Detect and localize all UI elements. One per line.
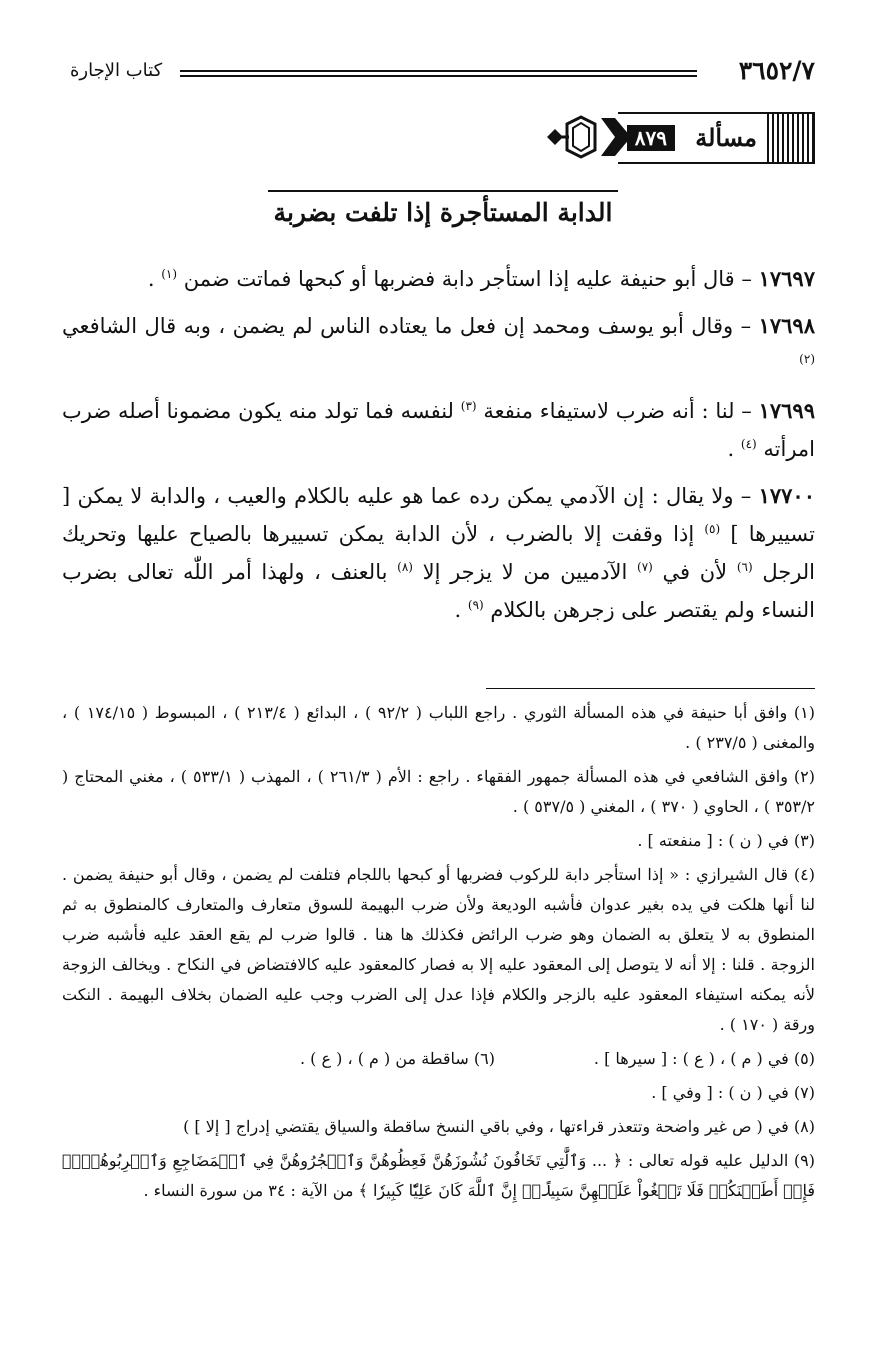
header-double-rule [180, 70, 697, 77]
footnote-6: (٦) ساقطة من ( م ) ، ( ع ) . [300, 1049, 495, 1068]
footnote-8: (٨) في ( ص غير واضحة وتتعذر قراءتها ، وفي باقي النسخ ساقطة والسياق يقتضي إدراج [ إلا ] ) [183, 1117, 815, 1136]
footnote-row-5-6 [62, 1044, 815, 1074]
footnote-1: (١) وافق أبا حنيفة في هذه المسألة الثوري . راجع اللباب ( ٩٢/٢ ) ، البدائع ( ٢١٣/٤ ) ، المبسوط ( ١٧٤/١٥ ) ، والمغنى ( ٢٣٧/٥ ) . [62, 703, 816, 752]
paragraph-text: إذا وقفت إلا بالضرب ، لأن الدابة يمكن تسييرها بالصياح عليها وتحريك الرجل [62, 522, 816, 584]
page-title: الدابة المستأجرة إذا تلفت بضربة [273, 198, 613, 227]
paragraph-text: . [147, 267, 155, 291]
paragraph-17697 [62, 260, 815, 298]
paragraph-text: . [727, 437, 735, 461]
footnote-ref: (٨) [397, 560, 413, 574]
issue-number: ٨٧٩ [627, 125, 675, 151]
issue-banner-frame [618, 112, 815, 164]
footnote-ref: (٧) [637, 560, 653, 574]
footnote-9: (٩) الدليل عليه قوله تعالى : ﴿ ... وَٱلَّٰتِي تَخَافُونَ نُشُوزَهُنَّ فَعِظُوهُنَّ وَٱهۡجُرُوهُنَّ فِي ٱلۡمَضَاجِعِ وَٱضۡرِبُوهُنَّۖ فَإِنۡ أَطَعۡنَكُمۡ فَلَا تَبۡغُواْ عَلَيۡهِنَّ سَبِيلًاۗ إِنَّ ٱللَّهَ كَانَ عَلِيّٗا كَبِيرٗا ﴾ من الآية : ٣٤ من سورة النساء . [62, 1151, 815, 1200]
footnote-5: (٥) في ( م ) ، ( ع ) : [ سيرها ] . [593, 1049, 815, 1068]
paragraph-17698 [62, 307, 815, 383]
paragraph-text: – وقال أبو يوسف ومحمد إن فعل ما يعتاده الناس لم يضمن ، وبه قال الشافعي [62, 314, 752, 338]
running-header [70, 56, 815, 90]
footnote-3: (٣) في ( ن ) : [ منفعته ] . [637, 831, 815, 850]
title-rule [268, 190, 618, 192]
paragraph-number: ١٧٦٩٨ [758, 313, 815, 338]
footnote-ref: (٦) [736, 560, 753, 574]
footnote-ref: (٩) [467, 598, 484, 612]
footnote-ref: (١) [161, 267, 178, 281]
paragraph-17699 [62, 392, 815, 468]
footnote-separator [486, 688, 815, 689]
paragraph-text: الآدميين من لا يزجر إلا [422, 560, 628, 584]
striped-bar-ornament [767, 114, 813, 162]
issue-label: مسألة [695, 123, 757, 152]
footnote-4: (٤) قال الشيرازي : « إذا استأجر دابة للركوب فضربها أو كبحها باللجام فتلفت لم يضمن ، وقال أبو حنيفة يضمن . لنا أنها هلكت في يده بغير عدوان فأشبه الوديعة ولأن ضرب البهيمة للسوق متعارف والمتعارف كالمنطوق به ثم المنطوق به لا يتعلق به الضمان وهو ضرب الرائض فكذلك ها هنا . قالوا ضرب لم يقع العقد عليه فأشبه ضرب الزوجة . قلنا : إلا أنه لا يتوصل إلى المعقود عليه إلا به فصار كالمعقود عليه كالافتضاض في النكاح . ويخالف الزوجة لأنه يمكنه استيفاء المعقود عليه بالزجر والكلام فإذا عدل إلى الضرب وجب عليه الضمان بخلاف البهيمة . النكت ورقة ( ١٧٠ ) . [62, 865, 816, 1034]
footnote-ref: (٥) [704, 522, 721, 536]
footnote-7: (٧) في ( ن ) : [ وفي ] . [651, 1083, 815, 1102]
paragraph-text: . [454, 598, 462, 622]
paragraph-number: ١٧٦٩٩ [758, 398, 815, 423]
paragraph-text: – لنا : أنه ضرب لاستيفاء منفعة [483, 399, 752, 423]
paragraph-17700 [62, 477, 815, 629]
paragraph-number: ١٧٧٠٠ [758, 483, 815, 508]
paragraph-text: – قال أبو حنيفة عليه إذا استأجر دابة فضربها أو كبحها فماتت ضمن [183, 267, 752, 291]
page-number: ٣٦٥٢/٧ [738, 56, 815, 85]
paragraph-number: ١٧٦٩٧ [758, 266, 815, 291]
footnote-ref: (٤) [740, 437, 757, 451]
issue-banner [543, 112, 815, 162]
footnote-ref: (٢) [799, 352, 815, 366]
footnote-2: (٢) وافق الشافعي في هذه المسألة جمهور الفقهاء . راجع : الأم ( ٢٦١/٣ ) ، المهذب ( ٥٣٣/١ ) ، مغني المحتاج ( ٣٥٣/٢ ) ، الحاوي ( ٣٧٠ ) ، المغني ( ٥٣٧/٥ ) . [62, 767, 816, 816]
book-title: كتاب الإجارة [70, 60, 163, 81]
main-text [62, 260, 815, 638]
paragraph-text: – ولا يقال : إن الآدمي يمكن رده عما هو عليه بالكلام والعيب ، والدابة لا يمكن [ تسييرها ] [62, 484, 816, 546]
paragraph-text: لنفسه فما تولد منه يكون مضمونا أصله ضرب امرأته [62, 399, 815, 461]
footnote-ref: (٣) [460, 399, 477, 413]
paragraph-text: لأن في [662, 560, 728, 584]
footnotes [62, 698, 815, 1210]
paragraph-text: بالعنف ، ولهذا أمر اللّٰه تعالى بضرب النساء ولم يقتصر على زجرهن بالكلام [62, 560, 815, 622]
geometric-ornament-icon [543, 114, 633, 160]
